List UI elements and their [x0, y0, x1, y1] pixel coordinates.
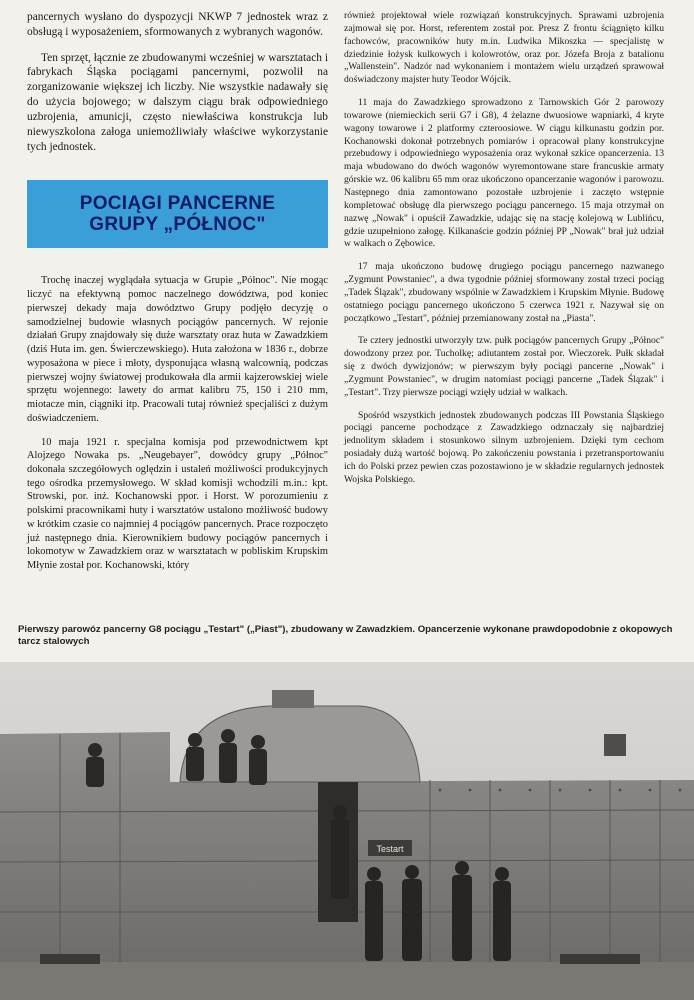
roof-hatch — [272, 690, 314, 708]
heading-line: GRUPY „PÓŁNOC" — [89, 214, 266, 236]
intro-text — [27, 10, 328, 154]
name-plate-text: Testart — [376, 844, 404, 854]
chimney — [604, 734, 626, 756]
body-paragraph: również projektował wiele rozwiązań konstrukcyjnych. Sprawami uzbrojenia zajmował się por. Horst, referentem został por. Presz Z frontu ściągnięto kilku fachowców, pracowników huty m.in. Ludwika Mikoszka — specjalistę w dziedzinie łożysk kulkowych i kolowrotów, oraz por. Józefa Broja z batalionu „Wallenstein". Nadzór nad wykonaniem i montażem wielu urządzeń sprawował doświadczony majster huty Teodor Wójcik. — [344, 10, 664, 86]
photo-caption: Pierwszy parowóz pancerny G8 pociągu „Testart" („Piast"), zbudowany w Zawadzkiem. Opancerzenie wykonane prawdopodobnie z okopowych tarcz stalowych — [18, 624, 673, 648]
heading-line: POCIĄGI PANCERNE — [79, 192, 276, 214]
body-paragraph: 10 maja 1921 r. specjalna komisja pod przewodnictwem kpt Alojzego Nowaka ps. „Neugebayer", dowódcy grupy „Północ" dokonała szczegółowych oględzin i ustaleń możliwości produkcyjnych tego ośrodka przemysłowego. W skład komisji wchodzili m.in.: kpt. Strowski, por. inż. Kochanowski ppor. i Horst. W porozumieniu z polskimi pracownikami huty i warsztatów ustalono możliwość budowy w krótkim czasie co najmniej 4 pociągów pancernych. Prace rozpoczęto już następnego dnia. Kierownikiem budowy pociągów pancernych i lokomotyw w Zawadzkiem oraz w warsztatach w pobliskim Krupskim Młynie został por. Kochanowski, który — [27, 436, 328, 572]
armored-train-photo — [0, 662, 694, 1000]
section-heading — [27, 180, 328, 248]
body-paragraph: Te cztery jednostki utworzyły tzw. pułk pociągów pancernych Grupy „Północ" dowodzony przez por. Tucholkę; adiutantem został por. Wieczorek. Pułk składał się z dwóch dywizjonów; w pierwszym były pociągi pancerne „Nowak" i „Zygmunt Powstaniec", w drugim natomiast pociągi pancerne „Tadek Ślązak" i „Testart". Trzy pierwsze pociągi wzięły udział w walkach. — [344, 335, 664, 398]
intro-paragraph: pancernych wysłano do dyspozycji NKWP 7 jednostek wraz z obsługą i wyposażeniem, sformowanych z wybranych wagonów. — [27, 11, 328, 38]
body-paragraph: Spośród wszystkich jednostek zbudowanych podczas III Powstania Śląskiego pociągi pancerne pochodzące z Zawadzkiego odznaczały się najbardziej jednolitym składem i stosunkowo silnym uzbrojeniem. Dzięki tym cechom posiadały dużą wartość bojową. Po zakończeniu powstania i przetransportowaniu ich do Polski przez pewien czas pozostawiono je w składzie regularnych jednostek Wojska Polskiego. — [344, 409, 664, 485]
right-column — [344, 10, 664, 497]
body-paragraph: 11 maja do Zawadzkiego sprowadzono z Tarnowskich Gór 2 parowozy towarowe (niemieckich serii G7 i G8), 4 żelazne dwuosiowe wapniarki, 4 kryte wagony towarowe i 2 platformy czteroosiowe. W ciągu kilkunastu godzin por. Kochanowski dokonał potrzebnych pomiarów i opracował plany konstrukcyjne przebudowy i odpowiedniego wyposażenia oraz wykonał szkice opancerzenia. 13 maja wbudowano do dwóch wagonów wyremontowane stare francuskie armaty górskie wz. 06 kalibru 65 mm oraz ukończono opancerzanie wagonów i parowozu. Następnego dnia zamontowano pozostałe uzbrojenie i zaczęto wstępnie kompletować obsługę dla pierwszego pociągu pancernego. 15 maja otrzymał on nazwę „Nowak" i opuścił Zawadzkie, udając się na stację kolejową w Lublińcu, gdzie uzupełniono załogę. Kilkanaście godzin później PP „Nowak" brał już udział w walkach o Zębowice. — [344, 97, 664, 250]
intro-paragraph: Ten sprzęt, łącznie ze zbudowanymi wcześniej w warsztatach i fabrykach Śląska pociągami pancernymi, pozwolił na zorganizowanie większej ich liczby. Nie wszystkie nadawały się do użycia bojowego; w dalszym ciągu brak odpowiedniego uzbrojenia, amunicji, często niewłaściwa konstrukcja lub niewyszkolona załoga uniemożliwiały właściwe wykorzystanie tych jednostek. — [27, 51, 328, 153]
body-paragraph: 17 maja ukończono budowę drugiego pociągu pancernego nazwanego „Zygmunt Powstaniec", a dwa tygodnie później sformowany został trzeci pociąg „Tadek Ślązak", zbudowany wspólnie w Zawadzkiem i Krupskim Młynie. Budowę ostatniego pociągu pancernego ukończono 5 czerwca 1921 r. Nazywał się on początkowo „Testart", później przemianowany został na „Piasta". — [344, 261, 664, 324]
body-paragraph: Trochę inaczej wyglądała sytuacja w Grupie „Północ". Nie mogąc liczyć na efektywną pomoc naczelnego dowództwa, pod koniec pierwszej dekady maja dowództwo Grupy podjęło decyzję o samodzielnej budowie własnych pociągów pancernych. W rejonie działań Grupy znajdowały się duże warsztaty oraz huta w Zawadzkiem (dziś Huta im. gen. Świerczewskiego). Huta założona w 1836 r., dobrze wyposażona w piece i młoty, dysponująca własną walcownią, podczas pierwszej wojny światowej produkowała dla armii kajzerowskiej wiele sprzętu wojennego: lawety do armat kalibru 75, 150 i 210 mm, miotacze min, ciągniki itp. Pracowali tutaj również specjaliści z dużym doświadczeniem. — [27, 275, 328, 424]
photo-ground — [0, 962, 694, 1000]
left-column — [27, 10, 328, 583]
